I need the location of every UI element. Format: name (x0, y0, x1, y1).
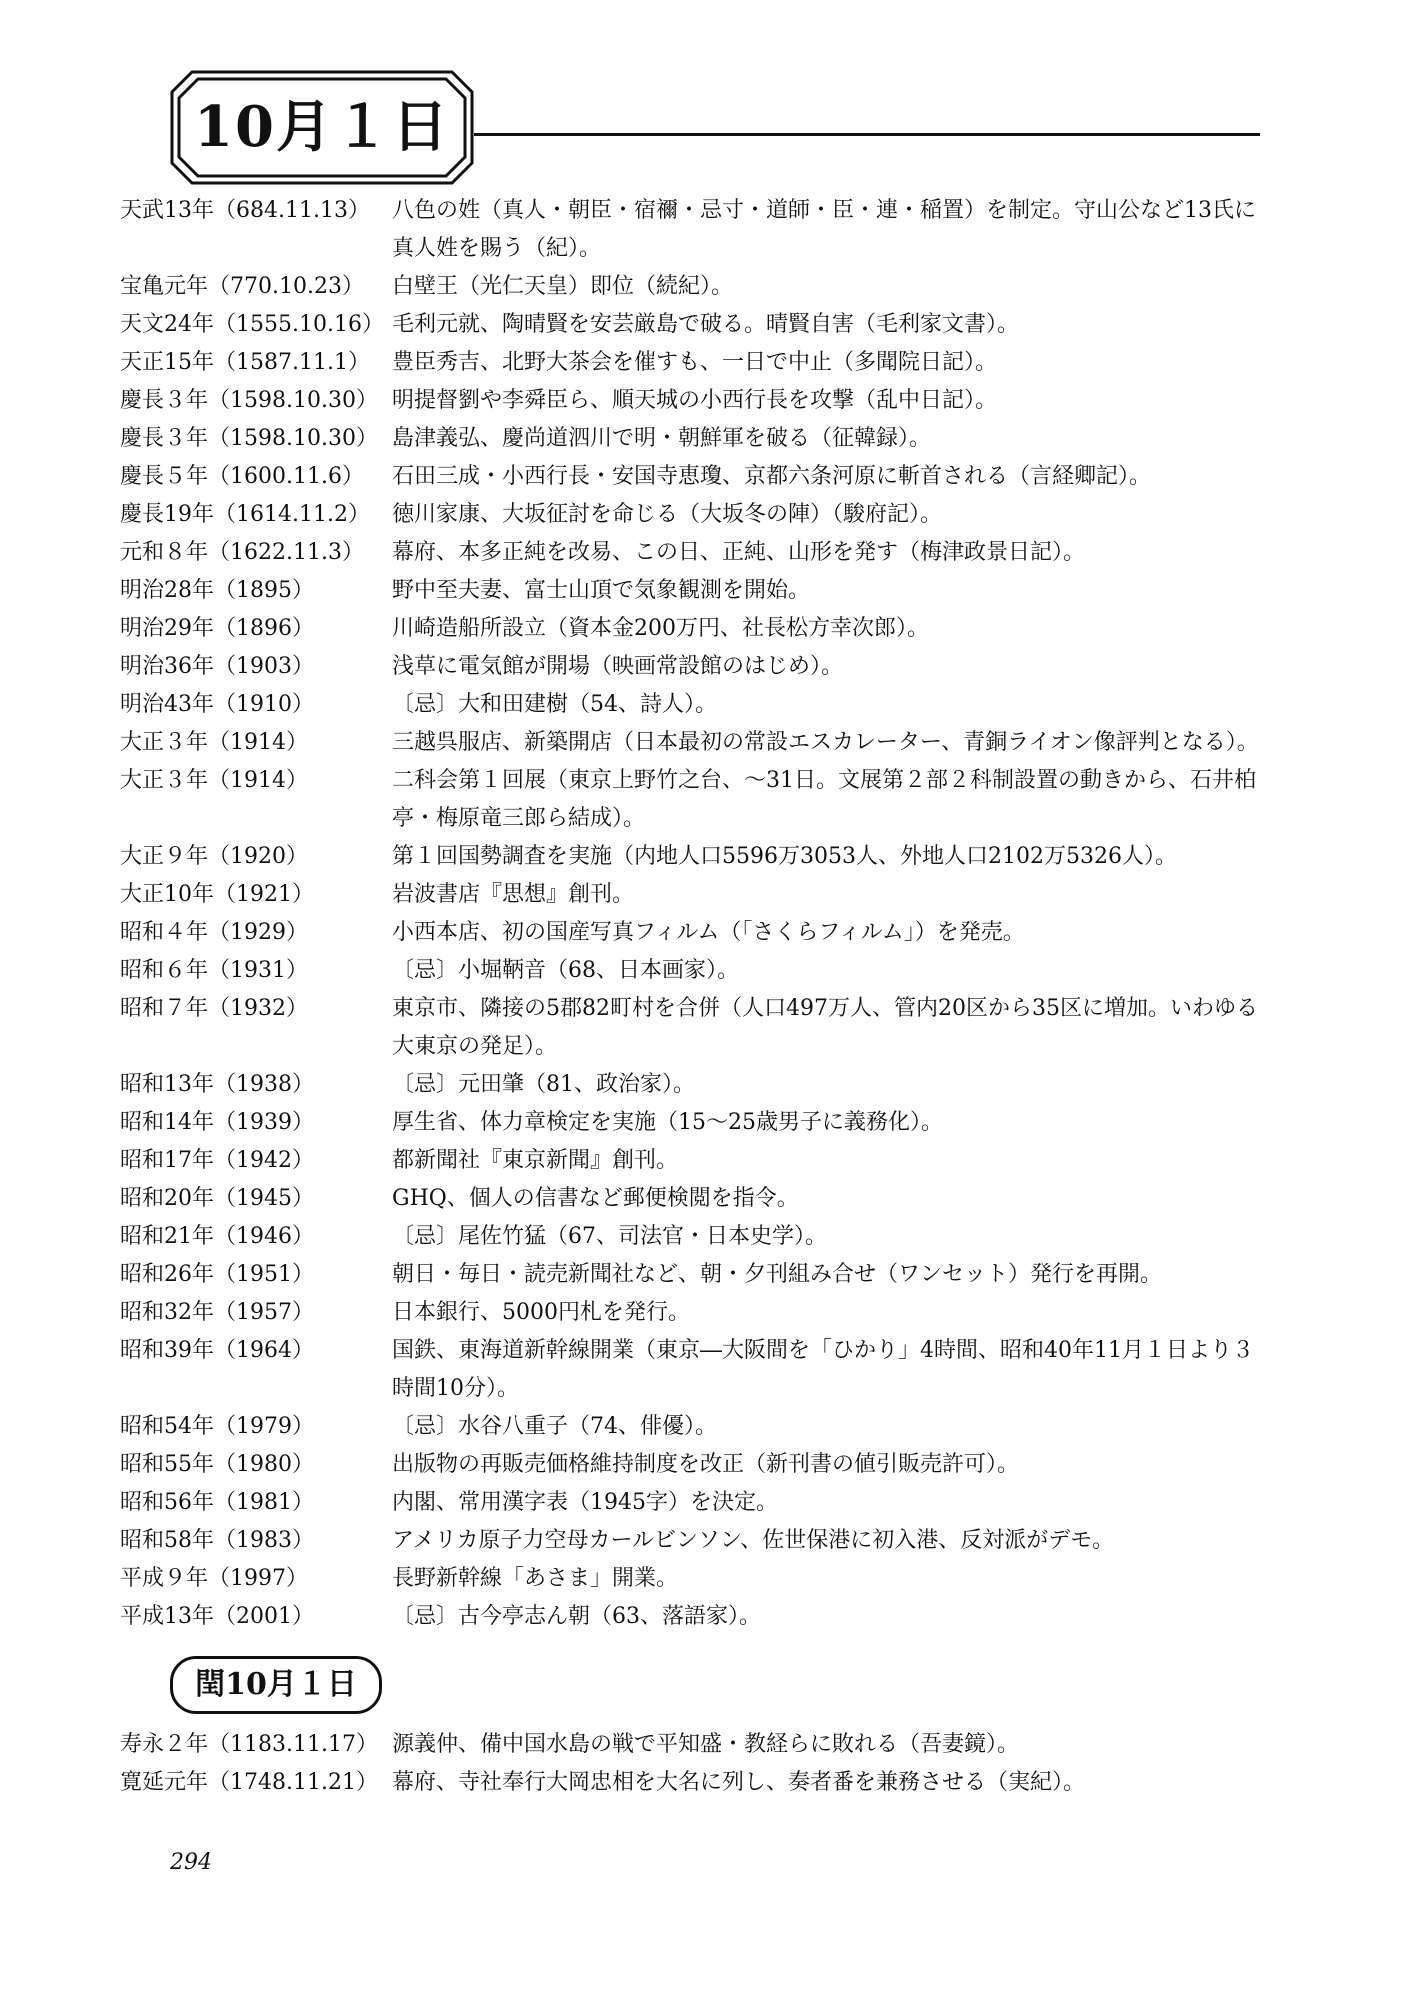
event-date: 寛延元年（1748.11.21） (120, 1770, 378, 1795)
event-text: 〔忌〕古今亭志ん朝（63、落語家）。 (392, 1604, 761, 1629)
event-row (120, 1408, 1270, 1446)
event-date: 昭和13年（1938） (120, 1072, 314, 1097)
event-date: 大正３年（1914） (120, 730, 308, 755)
event-row (120, 572, 1270, 610)
event-date: 大正９年（1920） (120, 844, 308, 869)
event-date: 昭和58年（1983） (120, 1528, 314, 1553)
event-text: 八色の姓（真人・朝臣・宿禰・忌寸・道師・臣・連・稲置）を制定。守山公など13氏に真人姓を賜う（紀）。 (392, 198, 1256, 261)
event-row (120, 1332, 1270, 1408)
event-text: 長野新幹線「あさま」開業。 (392, 1566, 679, 1591)
event-text: 内閣、常用漢字表（1945字）を決定。 (392, 1490, 778, 1515)
event-row (120, 1560, 1270, 1598)
event-text: 朝日・毎日・読売新聞社など、朝・夕刊組み合せ（ワンセット）発行を再開。 (392, 1262, 1163, 1287)
event-date: 天正15年（1587.11.1） (120, 350, 370, 375)
event-text: 〔忌〕尾佐竹猛（67、司法官・日本史学）。 (392, 1224, 827, 1249)
event-text: 豊臣秀吉、北野大茶会を催すも、一日で中止（多聞院日記）。 (392, 350, 998, 375)
event-text: 野中至夫妻、富士山頂で気象観測を開始。 (392, 578, 811, 603)
event-row (120, 952, 1270, 990)
event-row (120, 762, 1270, 838)
event-date: 宝亀元年（770.10.23） (120, 274, 364, 299)
event-text: 石田三成・小西行長・安国寺恵瓊、京都六条河原に斬首される（言経卿記）。 (392, 464, 1152, 489)
event-text: GHQ、個人の信書など郵便検閲を指令。 (392, 1186, 799, 1211)
event-text: 幕府、本多正純を改易、この日、正純、山形を発す（梅津政景日記）。 (392, 540, 1086, 565)
event-date: 寿永２年（1183.11.17） (120, 1732, 378, 1757)
event-row (120, 534, 1270, 572)
event-date: 昭和39年（1964） (120, 1338, 314, 1363)
event-row (120, 1598, 1270, 1636)
event-row (120, 724, 1270, 762)
event-text: アメリカ原子力空母カールビンソン、佐世保港に初入港、反対派がデモ。 (392, 1528, 1115, 1553)
event-row (120, 1218, 1270, 1256)
event-row (120, 1104, 1270, 1142)
event-row (120, 382, 1270, 420)
event-text: 〔忌〕大和田建樹（54、詩人）。 (392, 692, 717, 717)
event-row (120, 306, 1270, 344)
page-number: 294 (170, 1850, 212, 1875)
page-title: 10月１日 (194, 94, 450, 160)
event-row (120, 344, 1270, 382)
event-text: 出版物の再販売価格維持制度を改正（新刊書の値引販売許可）。 (392, 1452, 1020, 1477)
event-text: 東京市、隣接の5郡82町村を合併（人口497万人、管内20区から35区に増加。いわゆる大東京の発足）。 (392, 996, 1258, 1059)
event-row (120, 420, 1270, 458)
event-text: 岩波書店『思想』創刊。 (392, 882, 635, 907)
event-row (120, 838, 1270, 876)
event-date: 慶長５年（1600.11.6） (120, 464, 364, 489)
event-row (120, 914, 1270, 952)
event-text: 〔忌〕水谷八重子（74、俳優）。 (392, 1414, 717, 1439)
event-date: 明治36年（1903） (120, 654, 314, 679)
event-date: 慶長19年（1614.11.2） (120, 502, 370, 527)
event-text: 日本銀行、5000円札を発行。 (392, 1300, 690, 1325)
event-row (120, 458, 1270, 496)
event-date: 昭和17年（1942） (120, 1148, 314, 1173)
event-date: 大正３年（1914） (120, 768, 308, 793)
event-date: 大正10年（1921） (120, 882, 314, 907)
event-text: 川崎造船所設立（資本金200万円、社長松方幸次郎）。 (392, 616, 929, 641)
event-date: 明治43年（1910） (120, 692, 314, 717)
event-row (120, 1256, 1270, 1294)
event-date: 昭和32年（1957） (120, 1300, 314, 1325)
event-date: 昭和14年（1939） (120, 1110, 314, 1135)
event-text: 厚生省、体力章検定を実施（15～25歳男子に義務化）。 (392, 1110, 943, 1135)
event-list (120, 192, 1270, 1636)
event-row (120, 990, 1270, 1066)
event-row (120, 1446, 1270, 1484)
event-date: 昭和56年（1981） (120, 1490, 314, 1515)
sub-event-list (120, 1726, 1270, 1802)
event-date: 天文24年（1555.10.16） (120, 312, 384, 337)
title-frame (170, 70, 474, 185)
event-date: 昭和４年（1929） (120, 920, 308, 945)
event-text: 島津義弘、慶尚道泗川で明・朝鮮軍を破る（征韓録）。 (392, 426, 932, 451)
event-date: 昭和55年（1980） (120, 1452, 314, 1477)
event-date: 天武13年（684.11.13） (120, 198, 370, 223)
event-text: 二科会第１回展（東京上野竹之台、～31日。文展第２部２科制設置の動きから、石井柏亭・梅原竜三郎ら結成）。 (392, 768, 1256, 831)
event-text: 都新聞社『東京新聞』創刊。 (392, 1148, 679, 1173)
event-date: 元和８年（1622.11.3） (120, 540, 364, 565)
event-row (120, 192, 1270, 268)
event-text: 徳川家康、大坂征討を命じる（大坂冬の陣）（駿府記）。 (392, 502, 943, 527)
event-text: 〔忌〕小堀鞆音（68、日本画家）。 (392, 958, 739, 983)
event-row (120, 1066, 1270, 1104)
event-text: 源義仲、備中国水島の戦で平知盛・教経らに敗れる（吾妻鏡）。 (392, 1732, 1020, 1757)
sub-section-title: 閏10月１日 (170, 1656, 382, 1714)
event-row (120, 1180, 1270, 1218)
event-text: 〔忌〕元田肇（81、政治家）。 (392, 1072, 695, 1097)
event-date: 昭和７年（1932） (120, 996, 308, 1021)
event-text: 白壁王（光仁天皇）即位（続紀）。 (392, 274, 734, 299)
title-rule (474, 133, 1260, 136)
event-date: 平成13年（2001） (120, 1604, 314, 1629)
event-text: 第１回国勢調査を実施（内地人口5596万3053人、外地人口2102万5326人）。 (392, 844, 1177, 869)
event-row (120, 1726, 1270, 1764)
event-row (120, 1294, 1270, 1332)
event-row (120, 876, 1270, 914)
event-row (120, 496, 1270, 534)
event-text: 毛利元就、陶晴賢を安芸厳島で破る。晴賢自害（毛利家文書）。 (392, 312, 1020, 337)
event-text: 幕府、寺社奉行大岡忠相を大名に列し、奏者番を兼務させる（実紀）。 (392, 1770, 1086, 1795)
event-text: 明提督劉や李舜臣ら、順天城の小西行長を攻撃（乱中日記）。 (392, 388, 998, 413)
event-date: 明治28年（1895） (120, 578, 314, 603)
event-row (120, 1764, 1270, 1802)
event-text: 国鉄、東海道新幹線開業（東京―大阪間を「ひかり」4時間、昭和40年11月１日より３時間10分）。 (392, 1338, 1254, 1401)
event-date: 昭和26年（1951） (120, 1262, 314, 1287)
event-row (120, 1142, 1270, 1180)
event-date: 平成９年（1997） (120, 1566, 308, 1591)
event-date: 昭和６年（1931） (120, 958, 308, 983)
event-row (120, 610, 1270, 648)
event-date: 慶長３年（1598.10.30） (120, 388, 378, 413)
event-text: 浅草に電気館が開場（映画常設館のはじめ）。 (392, 654, 844, 679)
event-date: 慶長３年（1598.10.30） (120, 426, 378, 451)
event-date: 昭和54年（1979） (120, 1414, 314, 1439)
event-date: 昭和21年（1946） (120, 1224, 314, 1249)
event-row (120, 686, 1270, 724)
event-row (120, 268, 1270, 306)
event-date: 明治29年（1896） (120, 616, 314, 641)
event-text: 小西本店、初の国産写真フィルム（「さくらフィルム」）を発売。 (392, 920, 1025, 945)
event-date: 昭和20年（1945） (120, 1186, 314, 1211)
event-row (120, 1484, 1270, 1522)
date-heading (170, 70, 1260, 185)
event-text: 三越呉服店、新築開店（日本最初の常設エスカレーター、青銅ライオン像評判となる）。 (392, 730, 1259, 755)
event-row (120, 648, 1270, 686)
event-row (120, 1522, 1270, 1560)
